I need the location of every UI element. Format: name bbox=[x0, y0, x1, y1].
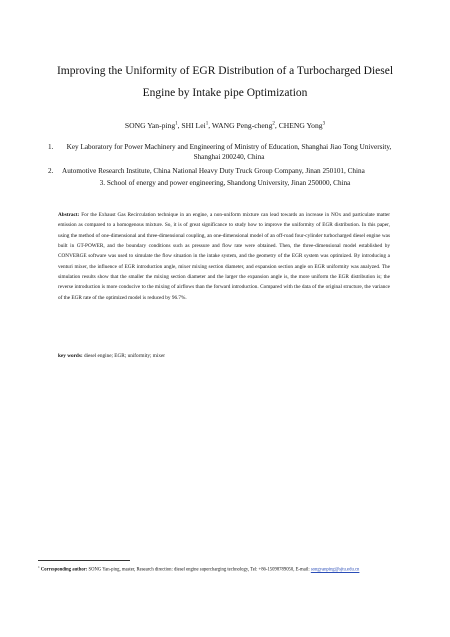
abstract-text: For the Exhaust Gas Recirculation technique in an engine, a non-uniform mixture can lead towards an increase in NOx and particulate matter emission as compared to a homogenous mixture. So, it is of great significance to study how to improve the uniformity of EGR distribution. In this paper, using the method of one-dimensional and three-dimensional coupling, an one-dimensional model of an off-road four-cylinder turbocharged diesel engine was built in GT-POWER, and the boundary conditions such as pressure and flow rate were obtained. Then, the three-dimensional model established by CONVERGE software was used to simulate the flow situation in the intake system, and the geometry of the EGR system was optimized. By introducing a venturi mixer, the influence of EGR introduction angle, mixer mixing section diameter, and expansion section angle on EGR uniformity was analyzed. The simulation results show that the smaller the mixing section diameter and the larger the expansion angle is, the more uniform the EGR distribution is; the reverse introduction is more conducive to the mixing of airflows than the forward introduction. Compared with the data of the original structure, the variance of the EGR rate of the optimized model is reduced by 96.7%. bbox=[58, 212, 390, 301]
keywords-label: key words: bbox=[58, 353, 83, 359]
author-affil-mark: 2 bbox=[272, 121, 275, 127]
footnote-label: Corresponding author: bbox=[40, 567, 88, 573]
author-list: SONG Yan-ping$^1$, SHI Lei$^1$, WANG Peng-cheng$^2$, CHENG Yong$^3$ bbox=[124, 121, 326, 130]
author-affil-mark: 1 bbox=[175, 121, 178, 127]
affiliation-3: 3. School of energy and power engineering, Shandong University, Jinan 250000, China bbox=[99, 179, 351, 187]
author-name: CHENG Yong bbox=[278, 121, 323, 130]
abstract bbox=[58, 210, 390, 303]
paper-title-line1: Improving the Uniformity of EGR Distribution of a Turbocharged Diesel bbox=[56, 65, 394, 77]
footnote bbox=[38, 564, 394, 574]
author-name: WANG Peng-cheng bbox=[211, 121, 273, 130]
affiliation-text: Key Laboratory for Power Machinery and Engineering of Ministry of Education, Shanghai Jiao Tong University, Shanghai 200240, China bbox=[66, 143, 392, 162]
author-name: SHI Lei bbox=[181, 121, 206, 130]
footnote-mark: 1 bbox=[38, 565, 40, 569]
keywords-text: diesel engine; EGR; uniformity; mixer bbox=[83, 353, 166, 359]
affiliation-1 bbox=[48, 142, 396, 163]
abstract-label: Abstract: bbox=[58, 212, 80, 218]
footnote-divider bbox=[38, 560, 130, 561]
affiliation-2 bbox=[48, 166, 396, 176]
footnote-text: SONG Yan-ping, master, Research direction: diesel engine supercharging technology, Tel: +86-15098789050, E-mail: bbox=[88, 567, 310, 573]
corresponding-email-link[interactable]: songyanping@sjtu.edu.cn bbox=[310, 567, 360, 573]
author-affil-mark: 3 bbox=[322, 121, 326, 127]
author-affil-mark: 1 bbox=[205, 121, 209, 127]
affiliation-text: Automotive Research Institute, China National Heavy Duty Truck Group Company, Jinan 250101, China bbox=[62, 167, 365, 175]
paper-title-line2: Engine by Intake pipe Optimization bbox=[142, 87, 308, 99]
affiliation-number: 2. bbox=[48, 167, 54, 175]
affiliation-number: 1. bbox=[48, 143, 54, 151]
keywords bbox=[58, 353, 390, 359]
author-name: SONG Yan-ping bbox=[124, 121, 176, 130]
